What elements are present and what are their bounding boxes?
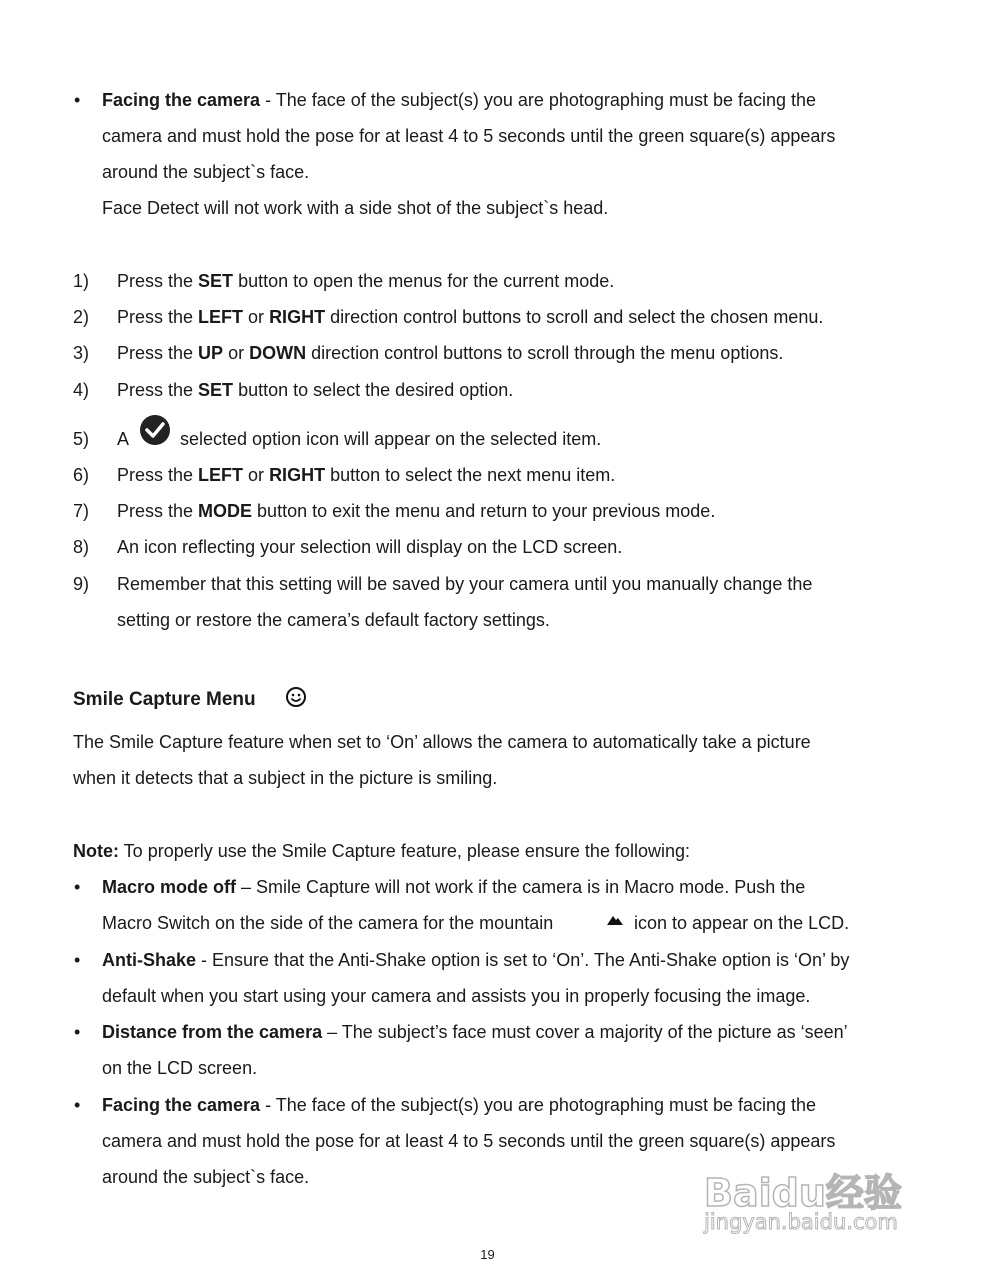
baidu-watermark bbox=[700, 1140, 940, 1240]
facing-camera-line3: around the subject`s face. bbox=[102, 162, 310, 182]
distance-line2: on the LCD screen. bbox=[102, 1058, 258, 1078]
macro-mode-line1: Macro mode off – Smile Capture will not work if the camera is in Macro mode. Push the bbox=[102, 877, 806, 897]
facing-camera-line2: camera and must hold the pose for at least 4 to 5 seconds until the green square(s) appears bbox=[102, 126, 836, 146]
smile-face-icon bbox=[285, 686, 307, 708]
anti-shake-line1: Anti-Shake - Ensure that the Anti-Shake option is set to ‘On’. The Anti-Shake option is ‘On’ by bbox=[102, 950, 850, 970]
smile-intro-line2: when it detects that a subject in the picture is smiling. bbox=[73, 768, 498, 788]
bullet-dot: • bbox=[74, 1095, 81, 1115]
distance-line1: Distance from the camera – The subject’s face must cover a majority of the picture as ‘seen’ bbox=[102, 1022, 848, 1042]
watermark-brand: Baidu经验 bbox=[704, 1171, 902, 1215]
smile-intro-line1: The Smile Capture feature when set to ‘On’ allows the camera to automatically take a picture bbox=[73, 732, 811, 752]
facing-camera2-line3: around the subject`s face. bbox=[102, 1167, 310, 1187]
checkmark-circle-icon bbox=[138, 413, 172, 447]
bullet-dot: • bbox=[74, 950, 81, 970]
bullet-dot: • bbox=[74, 1022, 81, 1042]
watermark-url: jingyan.baidu.com bbox=[704, 1210, 898, 1234]
note-line: Note: To properly use the Smile Capture feature, please ensure the following: bbox=[73, 841, 690, 861]
facing-camera2-line1: Facing the camera - The face of the subject(s) you are photographing must be facing the bbox=[102, 1095, 817, 1115]
anti-shake-line2: default when you start using your camera and assists you in properly focusing the image. bbox=[102, 986, 811, 1006]
macro-mode-line2b: icon to appear on the LCD. bbox=[634, 913, 850, 933]
page-number: 19 bbox=[480, 1247, 495, 1262]
mountain-icon bbox=[606, 913, 624, 927]
facing-camera-title: Facing the camera bbox=[102, 90, 261, 110]
macro-mode-line2a: Macro Switch on the side of the camera for the mountain bbox=[102, 913, 554, 933]
side-shot-note: Face Detect will not work with a side shot of the subject`s head. bbox=[102, 198, 609, 218]
facing-camera-line1: Facing the camera - The face of the subject(s) you are photographing must be facing the bbox=[102, 90, 817, 110]
note-label: Note: bbox=[73, 841, 119, 861]
facing-camera2-line2: camera and must hold the pose for at least 4 to 5 seconds until the green square(s) appears bbox=[102, 1131, 836, 1151]
smile-capture-heading: Smile Capture Menu bbox=[73, 689, 256, 710]
bullet-dot: • bbox=[74, 90, 81, 110]
bullet-dot: • bbox=[74, 877, 81, 897]
